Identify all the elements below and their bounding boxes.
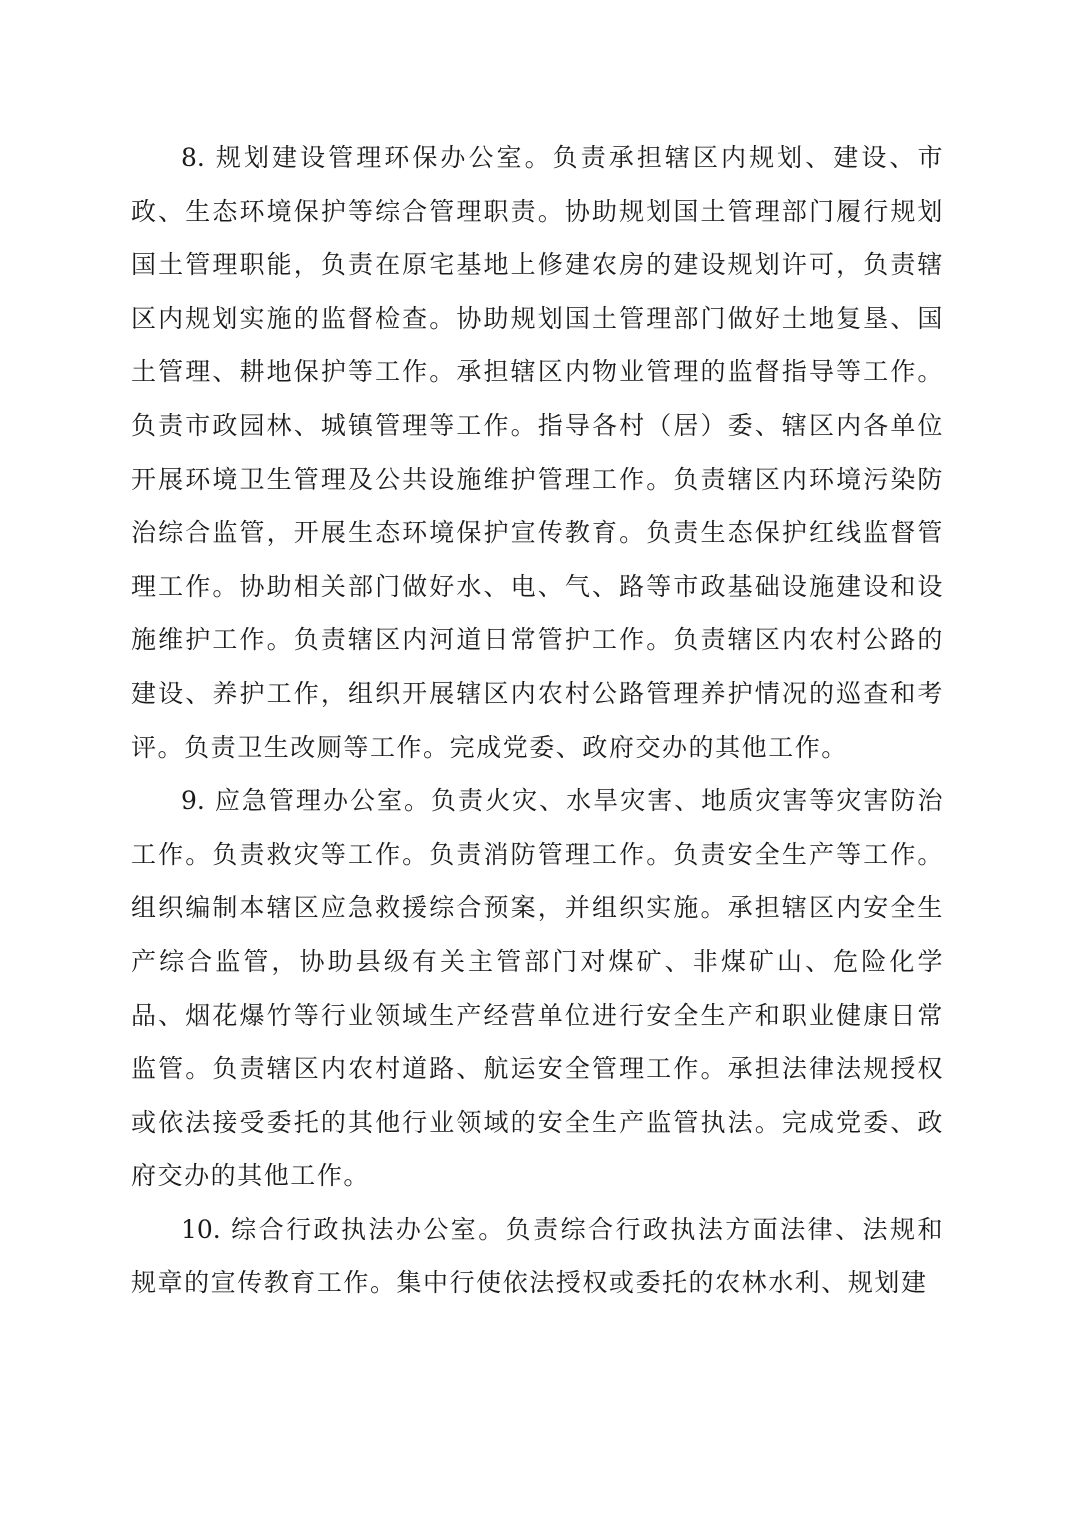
paragraph-number: 8. bbox=[181, 143, 205, 172]
paragraph-emergency-office bbox=[131, 774, 944, 1203]
paragraph-text: 规划建设管理环保办公室。负责承担辖区内规划、建设、市政、生态环境保护等综合管理职责。协助规划国土管理部门履行规划国土管理职能，负责在原宅基地上修建农房的建设规划许可，负责辖区内规划实施的监督检查。协助规划国土管理部门做好土地复垦、国土管理、耕地保护等工作。承担辖区内物业管理的监督指导等工作。负责市政园林、城镇管理等工作。指导各村（居）委、辖区内各单位开展环境卫生管理及公共设施维护管理工作。负责辖区内环境污染防治综合监管，开展生态环境保护宣传教育。负责生态保护红线监督管理工作。协助相关部门做好水、电、气、路等市政基础设施建设和设施维护工作。负责辖区内河道日常管护工作。负责辖区内农村公路的建设、养护工作，组织开展辖区内农村公路管理养护情况的巡查和考评。负责卫生改厕等工作。完成党委、政府交办的其他工作。 bbox=[131, 143, 944, 762]
paragraph-number: 10. bbox=[181, 1214, 221, 1244]
paragraph-text: 应急管理办公室。负责火灾、水旱灾害、地质灾害等灾害防治工作。负责救灾等工作。负责消防管理工作。负责安全生产等工作。组织编制本辖区应急救援综合预案，并组织实施。承担辖区内安全生产综合监管，协助县级有关主管部门对煤矿、非煤矿山、危险化学品、烟花爆竹等行业领域生产经营单位进行安全生产和职业健康日常监管。负责辖区内农村道路、航运安全管理工作。承担法律法规授权或依法接受委托的其他行业领域的安全生产监管执法。完成党委、政府交办的其他工作。 bbox=[131, 786, 945, 1191]
document-body bbox=[131, 131, 944, 1310]
paragraph-text: 综合行政执法办公室。负责综合行政执法方面法律、法规和规章的宣传教育工作。集中行使依法授权或委托的农林水利、规划建 bbox=[131, 1214, 944, 1298]
paragraph-planning-office bbox=[131, 131, 944, 774]
paragraph-law-enforcement-office bbox=[131, 1203, 944, 1310]
paragraph-number: 9. bbox=[181, 786, 205, 816]
